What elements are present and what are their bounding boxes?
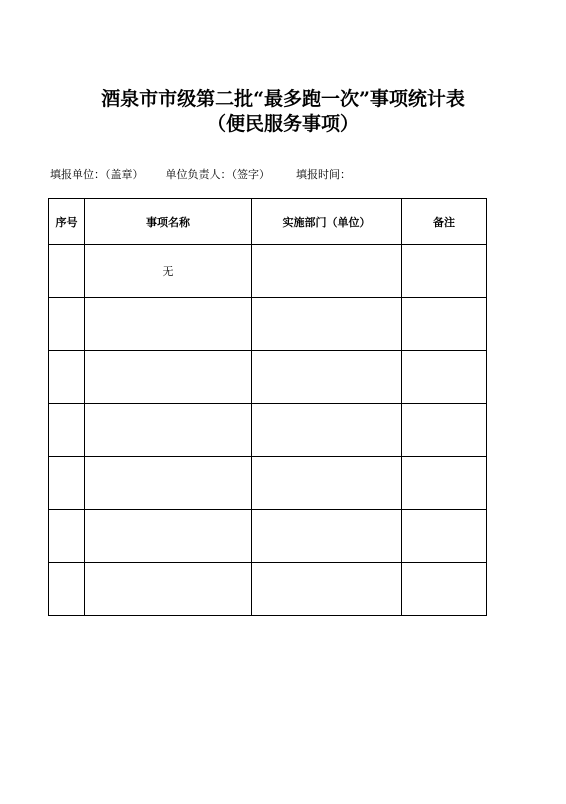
table-cell: [85, 298, 252, 351]
report-time-label: 填报时间：: [296, 168, 351, 181]
table-header-row: [49, 199, 487, 245]
header-serial-number: 序号: [49, 199, 85, 245]
table-cell: [252, 510, 402, 563]
table-row: [49, 298, 487, 351]
report-meta: [50, 166, 351, 182]
table-cell: 无: [85, 245, 252, 298]
table-cell: [252, 563, 402, 616]
table-row: [49, 457, 487, 510]
document-subtitle: （便民服务事项）: [206, 113, 359, 135]
document-title: 酒泉市市级第二批“最多跑一次”事项统计表: [101, 88, 465, 110]
table-cell: [49, 457, 85, 510]
table-cell: [402, 510, 487, 563]
table-cell: [402, 245, 487, 298]
header-remarks: 备注: [402, 199, 487, 245]
table-cell: [252, 404, 402, 457]
table-row: [49, 351, 487, 404]
table-cell: [85, 351, 252, 404]
table-cell: [49, 563, 85, 616]
table-cell: [49, 510, 85, 563]
table-cell: [402, 351, 487, 404]
table-cell: [402, 563, 487, 616]
table-cell: [252, 245, 402, 298]
table-cell: [49, 298, 85, 351]
header-item-name: 事项名称: [85, 199, 252, 245]
table-cell: [49, 245, 85, 298]
table-cell: [402, 457, 487, 510]
reporting-unit-label: 填报单位：（盖章）: [50, 168, 144, 181]
table-cell: [252, 298, 402, 351]
table-row: [49, 510, 487, 563]
table-row: [49, 563, 487, 616]
table-cell: [85, 457, 252, 510]
table-cell: [49, 404, 85, 457]
table-row: [49, 245, 487, 298]
table-cell: [402, 298, 487, 351]
table-cell: [252, 457, 402, 510]
table-cell: [85, 510, 252, 563]
unit-head-label: 单位负责人：（签字）: [165, 168, 270, 181]
items-table: [48, 198, 487, 616]
table-cell: [85, 404, 252, 457]
table-row: [49, 404, 487, 457]
header-department: 实施部门（单位）: [252, 199, 402, 245]
table-cell: [252, 351, 402, 404]
table-cell: [402, 404, 487, 457]
table-cell: [85, 563, 252, 616]
table-cell: [49, 351, 85, 404]
